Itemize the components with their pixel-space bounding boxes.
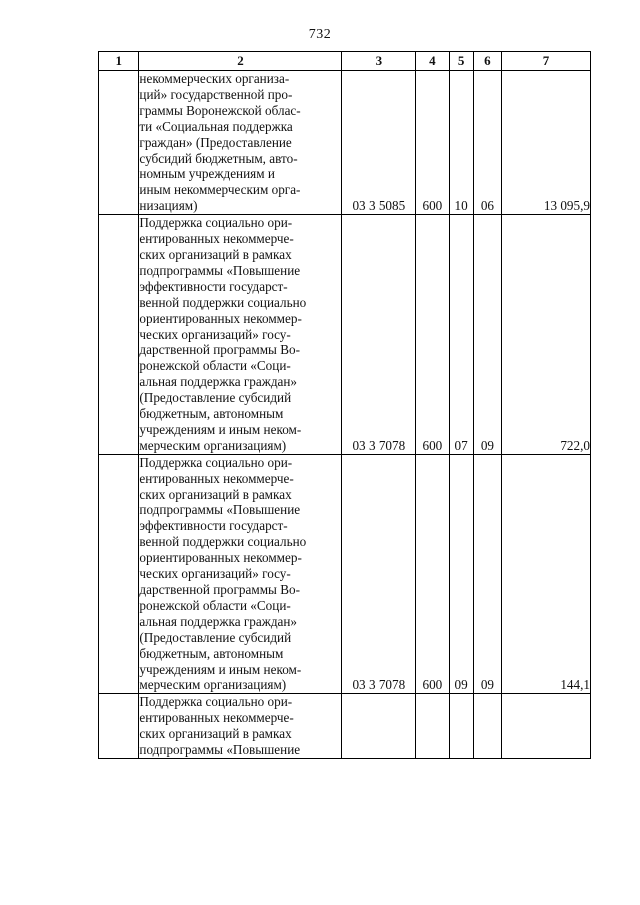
row-number-cell	[99, 694, 139, 759]
table-body	[99, 71, 591, 759]
description-line: ориентированных некоммер-	[139, 310, 302, 326]
description-line: ронежской области «Соци-	[139, 358, 291, 374]
budget-table	[98, 51, 591, 759]
description-line: учреждениям и иным неком-	[139, 661, 302, 677]
description-line: ческих организаций» госу-	[139, 566, 291, 582]
description-line: венной поддержки социально	[139, 294, 307, 310]
row-description	[139, 454, 342, 694]
description-line: ентированных некоммерче-	[139, 710, 294, 726]
description-line: ти «Социальная поддержка	[139, 118, 293, 134]
amount-value: 13 095,9	[502, 71, 591, 215]
section-code: 09	[449, 454, 473, 694]
description-line: дарственной программы Во-	[139, 342, 300, 358]
header-col-4: 4	[416, 52, 449, 71]
page-number: 732	[308, 27, 332, 42]
row-number-cell	[99, 454, 139, 694]
subsection-code: 09	[473, 454, 501, 694]
expense-type-code: 600	[416, 215, 449, 455]
table-row	[99, 694, 591, 759]
description-line: номным учреждениям и	[139, 166, 275, 182]
description-line: Поддержка социально ори-	[139, 215, 293, 231]
amount-value	[502, 694, 591, 759]
header-col-2: 2	[139, 52, 342, 71]
header-col-5: 5	[449, 52, 473, 71]
section-code	[449, 694, 473, 759]
description-line: субсидий бюджетным, авто-	[139, 150, 298, 166]
description-line: бюджетным, автономным	[139, 645, 284, 661]
target-article-code: 03 3 7078	[342, 215, 416, 455]
description-line: дарственной программы Во-	[139, 582, 300, 597]
description-line: (Предоставление субсидий	[139, 390, 292, 406]
target-article-code: 03 3 7078	[342, 454, 416, 694]
section-code: 07	[449, 215, 473, 455]
table-row	[99, 215, 591, 455]
header-col-6: 6	[473, 52, 501, 71]
description-line: бюджетным, автономным	[139, 406, 284, 422]
description-line: ческих организаций» госу-	[139, 326, 291, 342]
description-line: подпрограммы «Повышение	[139, 502, 301, 518]
description-line: ентированных некоммерче-	[139, 470, 294, 486]
description-line: некоммерческих организа-	[139, 71, 290, 86]
description-line: Поддержка социально ори-	[139, 454, 293, 470]
description-line: альная поддержка граждан»	[139, 613, 298, 629]
amount-value: 144,1	[502, 454, 591, 694]
section-code: 10	[449, 71, 473, 215]
description-line: Поддержка социально ори-	[139, 694, 293, 710]
description-line: ских организаций в рамках	[139, 486, 292, 502]
description-line: граждан» (Предоставление	[139, 134, 292, 150]
description-line: низациям)	[139, 198, 198, 214]
description-line: ских организаций в рамках	[139, 726, 292, 742]
description-line: венной поддержки социально	[139, 534, 307, 550]
header-col-3: 3	[342, 52, 416, 71]
description-line: ориентированных некоммер-	[139, 550, 302, 566]
description-line: мерческим организациям)	[139, 437, 287, 453]
subsection-code: 06	[473, 71, 501, 215]
expense-type-code: 600	[416, 71, 449, 215]
amount-value: 722,0	[502, 215, 591, 455]
row-description	[139, 71, 342, 215]
row-number-cell	[99, 71, 139, 215]
description-line: ентированных некоммерче-	[139, 231, 294, 247]
description-line: ронежской области «Соци-	[139, 597, 291, 613]
description-line: учреждениям и иным неком-	[139, 421, 302, 437]
table-row	[99, 454, 591, 694]
row-description	[139, 694, 342, 759]
description-line: иным некоммерческим орга-	[139, 182, 301, 198]
description-line: эффективности государст-	[139, 278, 288, 294]
row-description	[139, 215, 342, 455]
description-line: граммы Воронежской облас-	[139, 102, 301, 118]
description-line: подпрограммы «Повышение	[139, 262, 301, 278]
expense-type-code	[416, 694, 449, 759]
target-article-code	[342, 694, 416, 759]
subsection-code	[473, 694, 501, 759]
description-line: ских организаций в рамках	[139, 246, 292, 262]
header-col-7: 7	[502, 52, 591, 71]
description-line: мерческим организациям)	[139, 677, 287, 693]
subsection-code: 09	[473, 215, 501, 455]
header-col-1: 1	[99, 52, 139, 71]
description-line: (Предоставление субсидий	[139, 629, 292, 645]
table-row	[99, 71, 591, 215]
description-line: эффективности государст-	[139, 518, 288, 534]
description-line: подпрограммы «Повышение	[139, 742, 301, 758]
table-header-row	[99, 52, 591, 71]
expense-type-code: 600	[416, 454, 449, 694]
row-number-cell	[99, 215, 139, 455]
target-article-code: 03 3 5085	[342, 71, 416, 215]
description-line: ций» государственной про-	[139, 86, 293, 102]
description-line: альная поддержка граждан»	[139, 374, 298, 390]
